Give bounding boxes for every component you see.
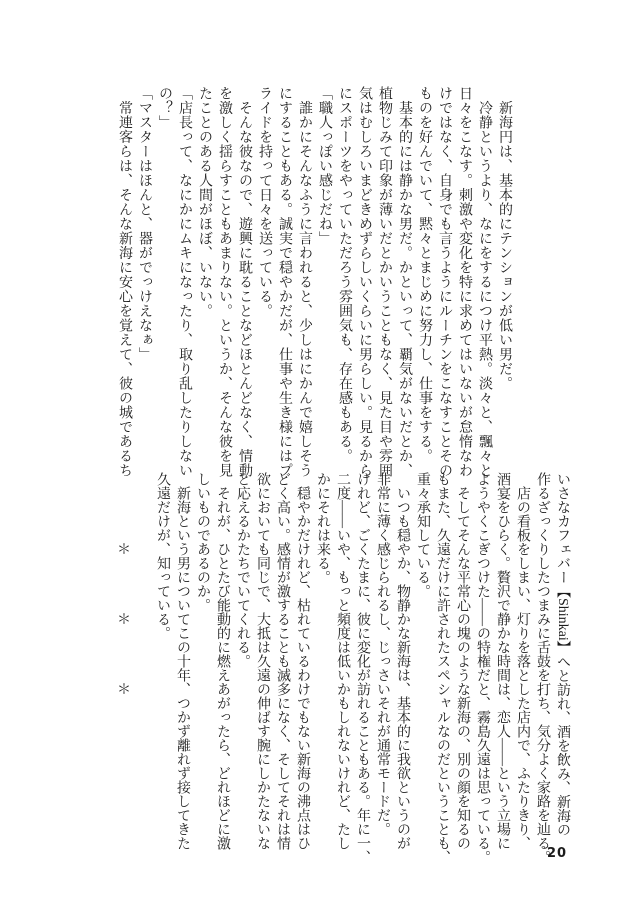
text-line: ものを好んでいて、黙々とまじめに努力し、仕事をする。 <box>417 86 432 463</box>
text-line: 重々承知している。 <box>415 472 430 598</box>
text-line: 「職人っぽい感じだね」 <box>317 86 332 246</box>
text-line: の？」 <box>157 86 172 130</box>
text-line: いつも穏やか、物静かな新海は、基本的に我欲というのが <box>395 472 410 850</box>
text-line: けではなく、自身でも言うようにルーチンをこなすことその <box>437 86 452 478</box>
text-line: にすることもある。誠実で穏やかだが、仕事や生き様にはプ <box>277 86 292 478</box>
text-line: 日々をこなす。刺激や変化を特に求めてはいないが怠惰なわ <box>457 86 472 478</box>
text-line: 「マスターはほんと、器がでっけえなぁ」 <box>137 86 152 362</box>
text-line: にスポーツをやっていただろう雰囲気も、存在感もある。 <box>337 86 352 463</box>
text-line: 非常に薄く感じられるし、じっさいそれが通常モードだ。 <box>375 472 390 836</box>
text-line: 新海という男についてこの十年、つかず離れず接してきた <box>175 472 190 850</box>
text-line: ＊ ＊ ＊ <box>115 472 130 696</box>
text-line: けれど、ごくたまに、彼に変化が訪れることもある。年に一、 <box>355 472 370 864</box>
text-line: かにそれは来る。 <box>315 472 330 584</box>
text-line: 酒宴をひらく。贅沢で静かな時間は、恋人――という立場に <box>495 472 510 850</box>
text-line: 植物じみて印象が薄いだとかいうこともなく、見た目や雰囲 <box>377 86 392 478</box>
text-line: もまた、久遠だけに許されたスペシャルなのだということも、 <box>435 472 450 864</box>
text-line: どく高い。感情が激することも滅多になく、そしてそれは情 <box>275 472 290 850</box>
text-line: 誰かにそんなふうに言われると、少しはにかんで嬉しそう <box>297 86 312 478</box>
text-line: そんな彼なので、遊興に耽ることなどほとんどなく、情動 <box>237 86 252 478</box>
text-line: 基本的には静かな男だ。かといって、覇気がないだとか、 <box>397 86 412 478</box>
text-line: それが、ひとたび能動的に燃えあがったら、どれほどに激 <box>215 472 230 850</box>
text-line: たことのある人間がほぼ、いない。 <box>197 86 212 318</box>
text-line: しいものであるのか。 <box>195 472 210 612</box>
text-line: 「店長って、なにかにムキになったり、取り乱したりしない <box>177 86 192 478</box>
text-line: 久遠だけが、知っている。 <box>155 472 170 640</box>
text-line: いさなカフェバー【Shinkai】へと訪れ、酒を飲み、新海の <box>555 472 570 837</box>
text-line <box>132 472 152 840</box>
text-line: 店の看板をしまい、灯りを落とした店内で、ふたりきり、 <box>515 472 530 850</box>
text-line: ようやくこぎつけた――の特権だと、霧島久遠は思っている。 <box>475 472 490 864</box>
text-line: 二度――いや、もっと頻度は低いかもしれないけれど、たし <box>335 472 350 850</box>
text-line: 欲においても同じで、大抵は久遠の伸ばす腕にしかたないな <box>255 472 270 850</box>
text-line: 新海円は、基本的にテンションが低い男だ。 <box>497 86 512 391</box>
text-line: 常連客らは、そんな新海に安心を覚えて、彼の城であるち <box>117 86 132 478</box>
text-line: そしてそんな平常心の塊のような新海の、別の顔を知るの <box>455 472 470 850</box>
text-line: ライドを持って日々を送っている。 <box>257 86 272 318</box>
text-line: 穏やかだけれど、枯れているわけでもない新海の沸点はひ <box>295 472 310 850</box>
page-number: 20 <box>547 846 568 861</box>
text-line: を激しく揺らすこともあまりない。というか、そんな彼を見 <box>217 86 232 478</box>
text-line: 冷静というより、なにをするにつけ平熱。淡々と、飄々と <box>477 86 492 478</box>
top-text-block <box>114 86 514 478</box>
text-line: 作るざっくりしたつまみに舌鼓を打ち、気分よく家路を辿る。 <box>535 472 550 864</box>
text-line: と応えるかたちでいてくれる。 <box>235 472 250 668</box>
text-line: 気はむしろいまどきめずらしいくらいに男らしい。見るから <box>357 86 372 478</box>
